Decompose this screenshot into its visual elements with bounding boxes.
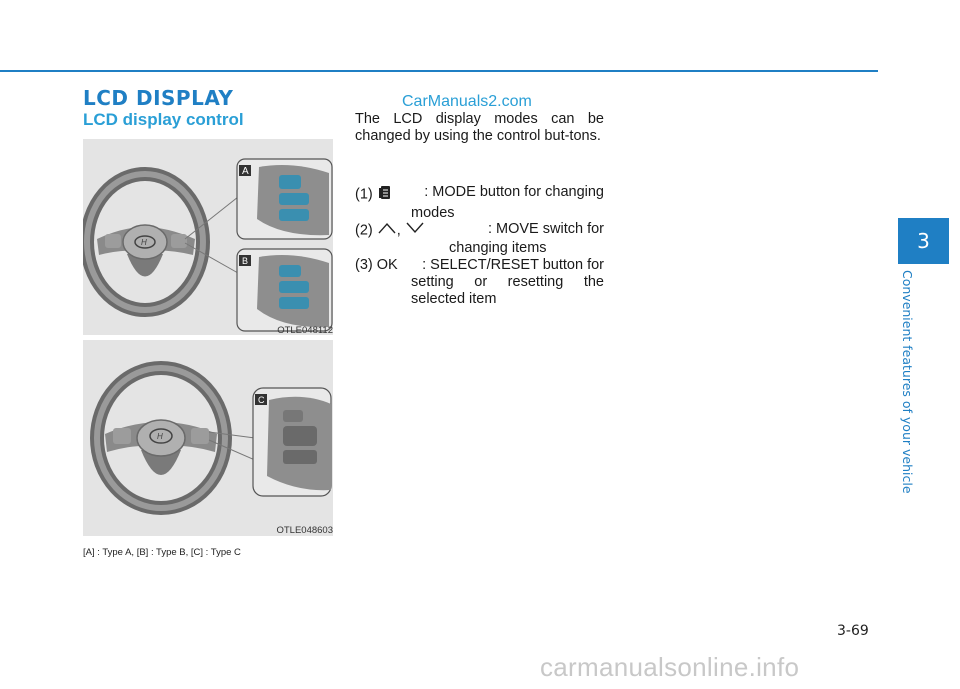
inset-label-c: C	[258, 395, 265, 405]
list-item-mode	[355, 184, 604, 222]
item-text-cont: changing items	[449, 240, 547, 256]
page-number: 3-69	[837, 623, 869, 639]
bottom-watermark: carmanualsonline.info	[540, 652, 800, 682]
inset-label-b: B	[242, 256, 249, 266]
item-text-first: : MODE button for changing	[424, 184, 604, 200]
steering-wheel-illustration-2	[83, 340, 333, 536]
up-arrow-icon	[377, 221, 397, 240]
list-item-move	[355, 221, 604, 257]
down-arrow-icon	[405, 221, 425, 240]
intro-paragraph: The LCD display modes can be changed by using the control but-tons.	[355, 111, 604, 144]
section-title: LCD DISPLAY	[83, 86, 234, 110]
item-text-cont: setting or resetting the selected item	[411, 274, 604, 307]
figure-code-1: OTLE048112	[277, 325, 333, 336]
header-rule	[0, 70, 878, 72]
steering-wheel-figure-1	[83, 139, 333, 335]
mode-button-icon	[377, 184, 393, 205]
inset-label-a: A	[242, 166, 249, 177]
item-text-first: : MOVE switch for	[487, 221, 604, 237]
item-separator: ,	[396, 222, 401, 239]
figure-caption: [A] : Type A, [B] : Type B, [C] : Type C	[83, 547, 241, 558]
svg-text:H: H	[157, 432, 163, 441]
chapter-title: Convenient features of your vehicle	[900, 270, 915, 494]
list-item-ok	[355, 257, 604, 308]
chapter-tab: 3	[898, 218, 949, 264]
steering-wheel-illustration-1	[83, 139, 333, 335]
item-number: (3) OK	[355, 257, 398, 273]
steering-wheel-figure-2	[83, 340, 333, 536]
watermark-top: CarManuals2.com	[402, 93, 532, 110]
figure-code-2: OTLE048603	[276, 525, 333, 536]
svg-text:H: H	[141, 238, 147, 247]
item-number: (2)	[355, 222, 373, 239]
subsection-title: LCD display control	[83, 110, 244, 129]
item-text-cont: modes	[411, 205, 455, 221]
item-text-first: : SELECT/RESET button for	[422, 257, 604, 273]
item-number: (1)	[355, 186, 373, 203]
